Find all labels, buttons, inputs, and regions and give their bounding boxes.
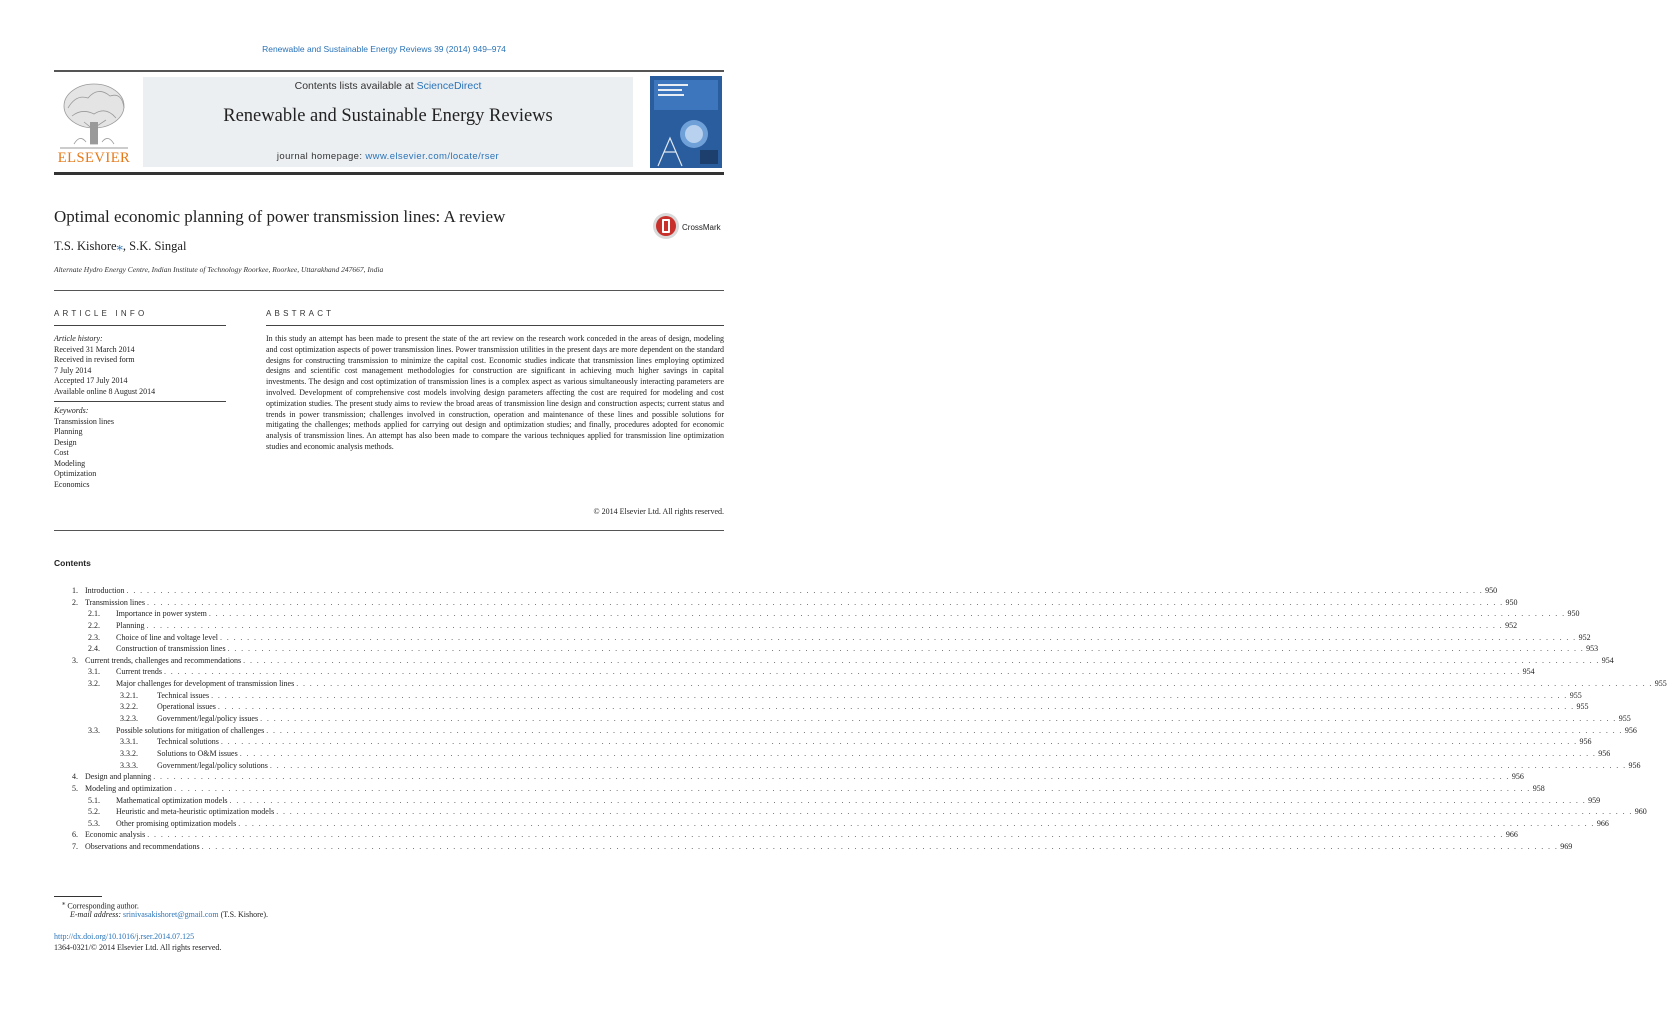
history-item: Available online 8 August 2014 — [54, 386, 156, 396]
toc-entry[interactable] — [54, 818, 1609, 830]
footnote-rule — [54, 896, 102, 897]
toc-entry-number: 3.3.1. — [120, 737, 138, 747]
article-authors — [54, 238, 186, 254]
history-item: Received 31 March 2014 — [54, 344, 135, 354]
toc-leader-dots: . . . . . . . . . . . . . . . . . . . . . . . . . . . . . . . . . . . . . . . . . . . . . . . . . . . . . . . . . . . . . . . . . . . . . . . . . . . . . . . . . . . . . . . . . . . . . . . . . . . . . . . . . . . . . . . . . . . . . . . . . . . . . . . . . . . . . . . . . . . . . . . . . . . . . . . . . . . . . . . . . . . . . . . . . . . . . . . . . . . . . . . . . . . . . . . . . . . . . . . . — [296, 679, 1653, 689]
toc-leader-dots: . . . . . . . . . . . . . . . . . . . . . . . . . . . . . . . . . . . . . . . . . . . . . . . . . . . . . . . . . . . . . . . . . . . . . . . . . . . . . . . . . . . . . . . . . . . . . . . . . . . . . . . . . . . . . . . . . . . . . . . . . . . . . . . . . . . . . . . . . . . . . . . . . . . . . . . . . . . . . . . . . . . . . . . . . . . . . . . . . . . . . . . . . . . . . . . . . . . . . . . . — [146, 597, 1504, 607]
homepage-link[interactable]: www.elsevier.com/locate/rser — [365, 151, 500, 162]
keywords — [54, 406, 226, 490]
toc-entry-number: 5. — [72, 783, 78, 793]
toc-entry-title[interactable]: Design and planning — [85, 772, 152, 782]
header-bottom-rule — [54, 172, 724, 175]
toc-entry[interactable] — [54, 725, 1637, 737]
toc-leader-dots: . . . . . . . . . . . . . . . . . . . . . . . . . . . . . . . . . . . . . . . . . . . . . . . . . . . . . . . . . . . . . . . . . . . . . . . . . . . . . . . . . . . . . . . . . . . . . . . . . . . . . . . . . . . . . . . . . . . . . . . . . . . . . . . . . . . . . . . . . . . . . . . . . . . . . . . . . . . . . . . . . . . . . . . . . . . . . . . . . . . . . . . . . . . . . . . . . . . . . . . . — [260, 714, 1617, 724]
toc-entry[interactable] — [54, 760, 1641, 772]
toc-entry-page: 952 — [1578, 632, 1591, 642]
toc-entry-title[interactable]: Transmission lines — [85, 597, 145, 607]
toc-leader-dots: . . . . . . . . . . . . . . . . . . . . . . . . . . . . . . . . . . . . . . . . . . . . . . . . . . . . . . . . . . . . . . . . . . . . . . . . . . . . . . . . . . . . . . . . . . . . . . . . . . . . . . . . . . . . . . . . . . . . . . . . . . . . . . . . . . . . . . . . . . . . . . . . . . . . . . . . . . . . . . . . . . . . . . . . . . . . . . . . . . . . . . . . . . . . . . . . . . . . . . . . — [217, 702, 1575, 712]
toc-entry-page: 952 — [1505, 620, 1518, 630]
toc-leader-dots: . . . . . . . . . . . . . . . . . . . . . . . . . . . . . . . . . . . . . . . . . . . . . . . . . . . . . . . . . . . . . . . . . . . . . . . . . . . . . . . . . . . . . . . . . . . . . . . . . . . . . . . . . . . . . . . . . . . . . . . . . . . . . . . . . . . . . . . . . . . . . . . . . . . . . . . . . . . . . . . . . . . . . . . . . . . . . . . . . . . . . . . . . . . . . . . . . . . . . . . . — [174, 783, 1531, 793]
toc-entry-title[interactable]: Mathematical optimization models — [116, 795, 228, 805]
keyword-item: Cost — [54, 448, 69, 457]
crossmark-label: CrossMark — [682, 223, 721, 232]
toc-entry[interactable] — [54, 829, 1518, 841]
header-top-rule — [54, 70, 724, 72]
toc-entry-page: 969 — [1560, 842, 1573, 852]
toc-entry-title[interactable]: Introduction — [85, 586, 125, 595]
abstract-heading: ABSTRACT — [266, 309, 335, 318]
toc-entry-title[interactable]: Technical solutions — [157, 737, 219, 747]
toc-entry[interactable] — [54, 632, 1591, 644]
toc-entry-page: 955 — [1654, 679, 1667, 689]
toc-leader-dots: . . . . . . . . . . . . . . . . . . . . . . . . . . . . . . . . . . . . . . . . . . . . . . . . . . . . . . . . . . . . . . . . . . . . . . . . . . . . . . . . . . . . . . . . . . . . . . . . . . . . . . . . . . . . . . . . . . . . . . . . . . . . . . . . . . . . . . . . . . . . . . . . . . . . . . . . . . . . . . . . . . . . . . . . . . . . . . . . . . . . . . . . . . . . . . . . . . . . . . . . — [208, 609, 1566, 619]
keyword-item: Transmission lines — [54, 416, 114, 426]
doi-link[interactable]: http://dx.doi.org/10.1016/j.rser.2014.07.125 — [54, 932, 195, 941]
toc-entry[interactable] — [54, 783, 1545, 795]
author-kishore[interactable]: T.S. Kishore — [54, 239, 117, 253]
sciencedirect-link[interactable]: ScienceDirect — [416, 80, 482, 92]
toc-entry[interactable] — [54, 806, 1647, 818]
toc-entry-title[interactable]: Major challenges for development of transmission lines — [116, 679, 295, 689]
toc-entry-number: 3.3. — [88, 725, 100, 735]
abstract-rule — [266, 325, 724, 326]
toc-entry-page: 950 — [1505, 597, 1518, 607]
toc-entry[interactable] — [54, 655, 1614, 667]
toc-entry[interactable] — [54, 795, 1601, 807]
toc-entry-number: 3.2. — [88, 679, 100, 689]
toc-leader-dots: . . . . . . . . . . . . . . . . . . . . . . . . . . . . . . . . . . . . . . . . . . . . . . . . . . . . . . . . . . . . . . . . . . . . . . . . . . . . . . . . . . . . . . . . . . . . . . . . . . . . . . . . . . . . . . . . . . . . . . . . . . . . . . . . . . . . . . . . . . . . . . . . . . . . . . . . . . . . . . . . . . . . . . . . . . . . . . . . . . . . . . . . . . . . . . . . . . . . . . . . — [266, 725, 1623, 735]
crossmark-icon[interactable] — [652, 211, 732, 241]
toc-leader-dots: . . . . . . . . . . . . . . . . . . . . . . . . . . . . . . . . . . . . . . . . . . . . . . . . . . . . . . . . . . . . . . . . . . . . . . . . . . . . . . . . . . . . . . . . . . . . . . . . . . . . . . . . . . . . . . . . . . . . . . . . . . . . . . . . . . . . . . . . . . . . . . . . . . . . . . . . . . . . . . . . . . . . . . . . . . . . . . . . . . . . . . . . . . . . . . . . . . . . . . . . — [153, 772, 1510, 782]
article-title: Optimal economic planning of power transmission lines: A review — [54, 207, 506, 226]
contents-available-line: Contents lists available at ScienceDirect — [294, 80, 482, 92]
section-rule — [54, 290, 724, 291]
history-item: Received in revised form — [54, 355, 135, 364]
toc-leader-dots: . . . . . . . . . . . . . . . . . . . . . . . . . . . . . . . . . . . . . . . . . . . . . . . . . . . . . . . . . . . . . . . . . . . . . . . . . . . . . . . . . . . . . . . . . . . . . . . . . . . . . . . . . . . . . . . . . . . . . . . . . . . . . . . . . . . . . . . . . . . . . . . . . . . . . . . . . . . . . . . . . . . . . . . . . . . . . . . . . . . . . . . . . . . . . . . . . . . . . . . . — [146, 620, 1504, 630]
article-history — [54, 334, 226, 397]
toc-entry-page: 960 — [1634, 807, 1647, 817]
toc-entry-page: 953 — [1586, 644, 1599, 654]
journal-reference-link[interactable]: Renewable and Sustainable Energy Reviews 39 (2014) 949–974 — [262, 44, 506, 54]
toc-leader-dots: . . . . . . . . . . . . . . . . . . . . . . . . . . . . . . . . . . . . . . . . . . . . . . . . . . . . . . . . . . . . . . . . . . . . . . . . . . . . . . . . . . . . . . . . . . . . . . . . . . . . . . . . . . . . . . . . . . . . . . . . . . . . . . . . . . . . . . . . . . . . . . . . . . . . . . . . . . . . . . . . . . . . . . . . . . . . . . . . . . . . . . . . . . . . . . . . . . . . . . . . — [164, 667, 1521, 677]
toc-leader-dots: . . . . . . . . . . . . . . . . . . . . . . . . . . . . . . . . . . . . . . . . . . . . . . . . . . . . . . . . . . . . . . . . . . . . . . . . . . . . . . . . . . . . . . . . . . . . . . . . . . . . . . . . . . . . . . . . . . . . . . . . . . . . . . . . . . . . . . . . . . . . . . . . . . . . . . . . . . . . . . . . . . . . . . . . . . . . . . . . . . . . . . . . . . . . . . . . . . . . . . . . — [239, 748, 1597, 758]
toc-leader-dots: . . . . . . . . . . . . . . . . . . . . . . . . . . . . . . . . . . . . . . . . . . . . . . . . . . . . . . . . . . . . . . . . . . . . . . . . . . . . . . . . . . . . . . . . . . . . . . . . . . . . . . . . . . . . . . . . . . . . . . . . . . . . . . . . . . . . . . . . . . . . . . . . . . . . . . . . . . . . . . . . . . . . . . . . . . . . . . . . . . . . . . . . . . . . . . . . . . . . . . . . — [126, 586, 1484, 595]
toc-entry-page: 950 — [1485, 586, 1498, 595]
toc-entry-title[interactable]: Planning — [116, 620, 145, 630]
toc-entry-title[interactable]: Solutions to O&M issues — [157, 748, 238, 758]
toc-entry-page: 954 — [1601, 655, 1614, 665]
toc-entry-page: 956 — [1628, 760, 1641, 770]
article-history-heading: Article history: — [54, 334, 103, 343]
toc-entry-page: 950 — [1567, 609, 1580, 619]
toc-entry-title[interactable]: Technical issues — [157, 690, 210, 700]
author-affiliation: Alternate Hydro Energy Centre, Indian Institute of Technology Roorkee, Roorkee, Uttarakhand 247667, India — [54, 265, 384, 274]
toc-entry[interactable] — [54, 713, 1631, 725]
toc-entry[interactable] — [54, 608, 1580, 620]
footnote-email: E-mail address: srinivasakishoret@gmail.com (T.S. Kishore). — [70, 910, 269, 919]
toc-leader-dots: . . . . . . . . . . . . . . . . . . . . . . . . . . . . . . . . . . . . . . . . . . . . . . . . . . . . . . . . . . . . . . . . . . . . . . . . . . . . . . . . . . . . . . . . . . . . . . . . . . . . . . . . . . . . . . . . . . . . . . . . . . . . . . . . . . . . . . . . . . . . . . . . . . . . . . . . . . . . . . . . . . . . . . . . . . . . . . . . . . . . . . . . . . . . . . . . . . . . . . . . — [219, 632, 1577, 642]
toc-entry-page: 959 — [1588, 795, 1601, 805]
toc-entry-number: 7. — [72, 842, 78, 852]
keywords-heading: Keywords: — [54, 406, 89, 415]
issn-copyright: 1364-0321/© 2014 Elsevier Ltd. All rights reserved. — [54, 943, 222, 952]
toc-entry[interactable] — [54, 597, 1518, 609]
article-info-rule — [54, 325, 226, 326]
toc-leader-dots: . . . . . . . . . . . . . . . . . . . . . . . . . . . . . . . . . . . . . . . . . . . . . . . . . . . . . . . . . . . . . . . . . . . . . . . . . . . . . . . . . . . . . . . . . . . . . . . . . . . . . . . . . . . . . . . . . . . . . . . . . . . . . . . . . . . . . . . . . . . . . . . . . . . . . . . . . . . . . . . . . . . . . . . . . . . . . . . . . . . . . . . . . . . . . . . . . . . . . . . . — [269, 760, 1627, 770]
corresponding-author-mark[interactable]: ⁎ — [116, 239, 123, 253]
journal-homepage-line: journal homepage: www.elsevier.com/locate/rser — [276, 151, 500, 162]
toc-entry-page: 955 — [1569, 690, 1582, 700]
author-email-link[interactable]: srinivasakishoret@gmail.com — [123, 910, 219, 919]
toc-entry[interactable] — [54, 643, 1599, 655]
toc-leader-dots: . . . . . . . . . . . . . . . . . . . . . . . . . . . . . . . . . . . . . . . . . . . . . . . . . . . . . . . . . . . . . . . . . . . . . . . . . . . . . . . . . . . . . . . . . . . . . . . . . . . . . . . . . . . . . . . . . . . . . . . . . . . . . . . . . . . . . . . . . . . . . . . . . . . . . . . . . . . . . . . . . . . . . . . . . . . . . . . . . . . . . . . . . . . . . . . . . . . . . . . . — [276, 807, 1633, 817]
toc-entry-number: 5.1. — [88, 795, 100, 805]
toc-entry-number: 6. — [72, 830, 78, 840]
toc-entry-number: 2. — [72, 597, 78, 607]
toc-entry-title[interactable]: Observations and recommendations — [85, 842, 200, 852]
toc-entry-title[interactable]: Construction of transmission lines — [116, 644, 226, 654]
toc-entry-number: 5.3. — [88, 818, 100, 828]
toc-entry-title[interactable]: Modeling and optimization — [85, 783, 173, 793]
abstract-copyright: © 2014 Elsevier Ltd. All rights reserved. — [593, 507, 724, 516]
toc-leader-dots: . . . . . . . . . . . . . . . . . . . . . . . . . . . . . . . . . . . . . . . . . . . . . . . . . . . . . . . . . . . . . . . . . . . . . . . . . . . . . . . . . . . . . . . . . . . . . . . . . . . . . . . . . . . . . . . . . . . . . . . . . . . . . . . . . . . . . . . . . . . . . . . . . . . . . . . . . . . . . . . . . . . . . . . . . . . . . . . . . . . . . . . . . . . . . . . . . . . . . . . . — [220, 737, 1578, 747]
toc-leader-dots: . . . . . . . . . . . . . . . . . . . . . . . . . . . . . . . . . . . . . . . . . . . . . . . . . . . . . . . . . . . . . . . . . . . . . . . . . . . . . . . . . . . . . . . . . . . . . . . . . . . . . . . . . . . . . . . . . . . . . . . . . . . . . . . . . . . . . . . . . . . . . . . . . . . . . . . . . . . . . . . . . . . . . . . . . . . . . . . . . . . . . . . . . . . . . . . . . . . . . . . . — [243, 655, 1600, 665]
toc-leader-dots: . . . . . . . . . . . . . . . . . . . . . . . . . . . . . . . . . . . . . . . . . . . . . . . . . . . . . . . . . . . . . . . . . . . . . . . . . . . . . . . . . . . . . . . . . . . . . . . . . . . . . . . . . . . . . . . . . . . . . . . . . . . . . . . . . . . . . . . . . . . . . . . . . . . . . . . . . . . . . . . . . . . . . . . . . . . . . . . . . . . . . . . . . . . . . . . . . . . . . . . . — [238, 818, 1595, 828]
toc-leader-dots: . . . . . . . . . . . . . . . . . . . . . . . . . . . . . . . . . . . . . . . . . . . . . . . . . . . . . . . . . . . . . . . . . . . . . . . . . . . . . . . . . . . . . . . . . . . . . . . . . . . . . . . . . . . . . . . . . . . . . . . . . . . . . . . . . . . . . . . . . . . . . . . . . . . . . . . . . . . . . . . . . . . . . . . . . . . . . . . . . . . . . . . . . . . . . . . . . . . . . . . . — [227, 644, 1585, 654]
table-of-contents — [54, 585, 1667, 853]
toc-entry-title[interactable]: Operational issues — [157, 702, 216, 712]
toc-entry-number: 2.4. — [88, 644, 100, 654]
toc-entry-number: 2.2. — [88, 620, 100, 630]
toc-entry-page: 956 — [1598, 748, 1611, 758]
article-info-heading: ARTICLE INFO — [54, 309, 148, 318]
toc-entry-title[interactable]: Other promising optimization models — [116, 818, 237, 828]
toc-entry[interactable] — [54, 701, 1589, 713]
toc-entry-page: 955 — [1576, 702, 1589, 712]
toc-entry-page: 958 — [1532, 783, 1545, 793]
toc-entry[interactable] — [54, 748, 1611, 760]
toc-entry-title[interactable]: Importance in power system — [116, 609, 207, 619]
footnote-corresponding: ⁎ Corresponding author. — [62, 900, 139, 911]
keyword-item: Economics — [54, 479, 90, 489]
toc-entry-page: 956 — [1579, 737, 1592, 747]
toc-entry-number: 1. — [72, 586, 78, 595]
toc-entry[interactable] — [54, 666, 1535, 678]
toc-entry-title[interactable]: Possible solutions for mitigation of challenges — [116, 725, 265, 735]
toc-entry[interactable] — [54, 736, 1592, 748]
toc-entry-number: 3. — [72, 655, 78, 665]
toc-entry-number: 2.1. — [88, 609, 100, 619]
keyword-item: Modeling — [54, 458, 86, 468]
toc-entry-title[interactable]: Current trends, challenges and recommendations — [85, 655, 242, 665]
toc-entry-page: 966 — [1505, 830, 1518, 840]
toc-entry-title[interactable]: Government/legal/policy issues — [157, 714, 259, 724]
toc-entry-number: 3.3.2. — [120, 748, 138, 758]
toc-entry-number: 3.2.1. — [120, 690, 138, 700]
toc-entry-page: 956 — [1624, 725, 1637, 735]
journal-cover-thumbnail — [650, 76, 722, 168]
toc-entry-title[interactable]: Heuristic and meta-heuristic optimization models — [116, 807, 275, 817]
toc-entry-page: 955 — [1618, 714, 1631, 724]
toc-entry[interactable] — [54, 841, 1573, 853]
toc-entry[interactable] — [54, 690, 1582, 702]
toc-entry-number: 3.3.3. — [120, 760, 138, 770]
keyword-item: Optimization — [54, 469, 97, 478]
toc-entry[interactable] — [54, 678, 1667, 690]
toc-entry-number: 4. — [72, 772, 78, 782]
toc-leader-dots: . . . . . . . . . . . . . . . . . . . . . . . . . . . . . . . . . . . . . . . . . . . . . . . . . . . . . . . . . . . . . . . . . . . . . . . . . . . . . . . . . . . . . . . . . . . . . . . . . . . . . . . . . . . . . . . . . . . . . . . . . . . . . . . . . . . . . . . . . . . . . . . . . . . . . . . . . . . . . . . . . . . . . . . . . . . . . . . . . . . . . . . . . . . . . . . . . . . . . . . . — [201, 842, 1559, 852]
author-singal[interactable]: , S.K. Singal — [122, 239, 187, 253]
toc-entry-page: 956 — [1511, 772, 1524, 782]
keyword-item: Planning — [54, 427, 83, 436]
contents-rule — [54, 530, 724, 531]
contents-heading: Contents — [54, 558, 91, 568]
toc-leader-dots: . . . . . . . . . . . . . . . . . . . . . . . . . . . . . . . . . . . . . . . . . . . . . . . . . . . . . . . . . . . . . . . . . . . . . . . . . . . . . . . . . . . . . . . . . . . . . . . . . . . . . . . . . . . . . . . . . . . . . . . . . . . . . . . . . . . . . . . . . . . . . . . . . . . . . . . . . . . . . . . . . . . . . . . . . . . . . . . . . . . . . . . . . . . . . . . . . . . . . . . . — [229, 795, 1587, 805]
article-history-rule — [54, 401, 226, 402]
keyword-item: Design — [54, 437, 77, 447]
toc-entry-number: 5.2. — [88, 807, 100, 817]
toc-entry-title[interactable]: Government/legal/policy solutions — [157, 760, 268, 770]
elsevier-wordmark: ELSEVIER — [57, 150, 131, 166]
toc-entry[interactable] — [54, 620, 1518, 632]
toc-entry[interactable] — [54, 585, 1498, 597]
toc-entry-page: 966 — [1596, 818, 1609, 828]
toc-entry-title[interactable]: Economic analysis — [85, 830, 146, 840]
toc-entry-title[interactable]: Choice of line and voltage level — [116, 632, 218, 642]
toc-leader-dots: . . . . . . . . . . . . . . . . . . . . . . . . . . . . . . . . . . . . . . . . . . . . . . . . . . . . . . . . . . . . . . . . . . . . . . . . . . . . . . . . . . . . . . . . . . . . . . . . . . . . . . . . . . . . . . . . . . . . . . . . . . . . . . . . . . . . . . . . . . . . . . . . . . . . . . . . . . . . . . . . . . . . . . . . . . . . . . . . . . . . . . . . . . . . . . . . . . . . . . . . — [147, 830, 1504, 840]
toc-entry-number: 3.2.2. — [120, 702, 138, 712]
toc-entry-number: 3.2.3. — [120, 714, 138, 724]
history-item: Accepted 17 July 2014 — [54, 376, 128, 385]
toc-entry[interactable] — [54, 771, 1524, 783]
journal-name: Renewable and Sustainable Energy Reviews — [223, 106, 553, 126]
abstract-text: In this study an attempt has been made to present the state of the art review on the research work conceded in the areas of design, modeling and cost optimization aspects of power transmission lines. Power transmission utilities in the present days are more dependent on the standard designs for constructing transmission to minimize the capital cost. Economic studies indicate that transmission lines employing optimized designs and scientific cost management methodologies for construction are significant in achieving much higher savings in capital investments. The design and cost optimization of transmission lines is a complex aspect as various simultaneously interacting parameters are involved. Development of comprehensive cost models involving design parameters affecting the cost are required for modeling and cost optimization studies. The present study aims to review the broad areas of transmission line design and construction aspects; current status and trends in power transmission; challenges involved in construction, operation and maintenance of these lines and possible solutions for mitigating the challenges; methods applied for carrying out design and optimization studies; and finally, procedures adopted for economic analysis of transmission lines. An attempt has also been made to compare the various techniques applied for transmission line optimization studies and economic analysis methods. — [266, 334, 724, 451]
toc-entry-title[interactable]: Current trends — [116, 667, 162, 677]
toc-entry-page: 954 — [1522, 667, 1535, 677]
history-item: 7 July 2014 — [54, 365, 92, 375]
toc-leader-dots: . . . . . . . . . . . . . . . . . . . . . . . . . . . . . . . . . . . . . . . . . . . . . . . . . . . . . . . . . . . . . . . . . . . . . . . . . . . . . . . . . . . . . . . . . . . . . . . . . . . . . . . . . . . . . . . . . . . . . . . . . . . . . . . . . . . . . . . . . . . . . . . . . . . . . . . . . . . . . . . . . . . . . . . . . . . . . . . . . . . . . . . . . . . . . . . . . . . . . . . . — [211, 690, 1568, 700]
toc-entry-number: 3.1. — [88, 667, 100, 677]
toc-entry-number: 2.3. — [88, 632, 100, 642]
